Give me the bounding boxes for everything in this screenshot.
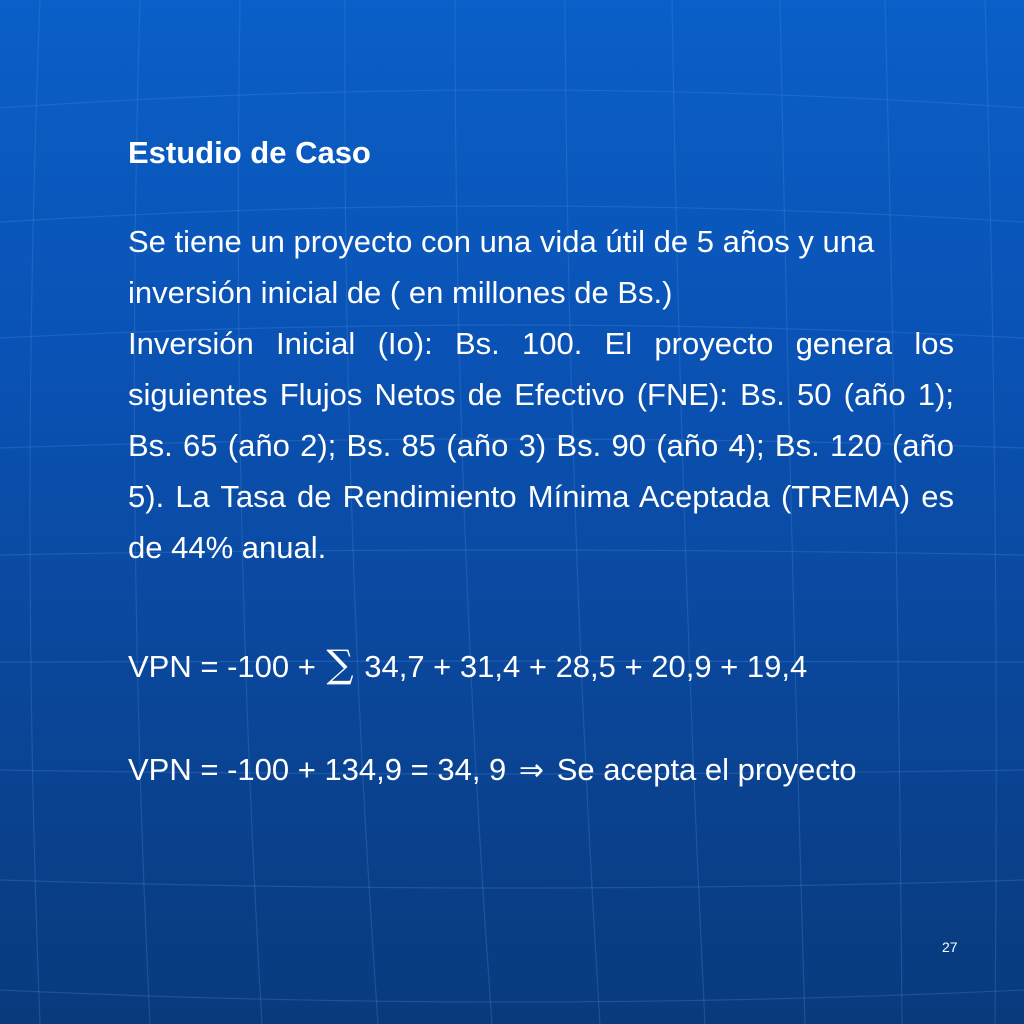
equation-lhs: VPN = -100 + xyxy=(128,649,316,684)
intro-paragraph xyxy=(128,216,954,318)
equation-lhs: VPN = -100 + 134,9 = 34, 9 xyxy=(128,752,507,787)
vpn-equation-result xyxy=(128,746,857,795)
page-number: 27 xyxy=(942,939,958,955)
intro-line: Se tiene un proyecto con una vida útil de 5 años y una xyxy=(128,224,875,259)
equation-rhs: 34,7 + 31,4 + 28,5 + 20,9 + 19,4 xyxy=(364,649,808,684)
equation-conclusion: Se acepta el proyecto xyxy=(556,752,857,787)
intro-line: inversión inicial de ( en millones de Bs.) xyxy=(128,275,673,310)
vpn-equation-sum xyxy=(128,640,807,691)
case-details-paragraph: Inversión Inicial (Io): Bs. 100. El proyecto genera los siguientes Flujos Netos de Efectivo (FNE): Bs. 50 (año 1); Bs. 65 (año 2); Bs. 85 (año 3) Bs. 90 (año 4); Bs. 120 (año 5). La Tasa de Rendimiento Mínima Aceptada (TREMA) es de 44% anual. xyxy=(128,326,954,565)
implies-arrow-icon: ⇒ xyxy=(518,753,545,788)
slide-title: Estudio de Caso xyxy=(128,135,371,170)
summation-icon: ∑ xyxy=(326,642,354,686)
